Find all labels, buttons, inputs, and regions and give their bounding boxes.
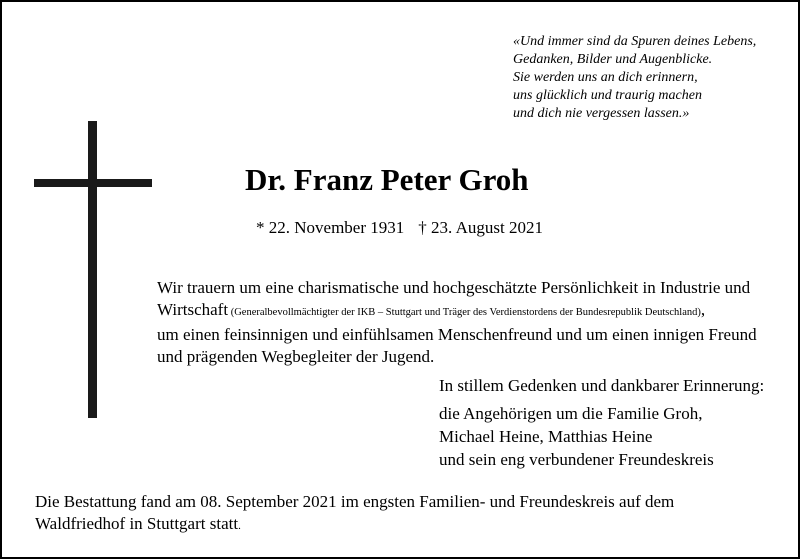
funeral-notice <box>35 491 674 537</box>
signature-line: die Angehörigen um die Familie Groh, <box>439 404 703 423</box>
mourning-line: und prägenden Wegbegleiter der Jugend. <box>157 347 435 366</box>
signature-line: und sein eng verbundener Freundeskreis <box>439 450 714 469</box>
cross-horizontal-bar <box>34 179 152 187</box>
mourning-line: Wir trauern um eine charismatische und hochgeschätzte Persönlichkeit in Industrie und <box>157 278 751 297</box>
mourning-line: um einen feinsinnigen und einfühlsamen Menschenfreund und um einen innigen Freund <box>157 325 757 344</box>
birth-date: * 22. November 1931 <box>256 218 405 237</box>
quote-line: und dich nie vergessen lassen.» <box>513 106 690 121</box>
mourning-line <box>157 299 757 324</box>
signature-intro: In stillem Gedenken und dankbarer Erinnerung: <box>439 376 765 395</box>
cross-vertical-bar <box>88 121 97 418</box>
funeral-line: Die Bestattung fand am 08. September 2021 im engsten Familien- und Freundeskreis auf dem <box>35 492 675 511</box>
quote-line: «Und immer sind da Spuren deines Lebens, <box>513 34 757 49</box>
quote-line: Gedanken, Bilder und Augenblicke. <box>513 52 713 67</box>
mourning-line-end: , <box>700 300 706 319</box>
memorial-quote <box>513 33 756 123</box>
funeral-line-main: Waldfriedhof in Stuttgart statt <box>35 514 239 533</box>
signature-block <box>439 375 764 472</box>
signature-line: Michael Heine, Matthias Heine <box>439 427 653 446</box>
funeral-line <box>35 513 674 537</box>
death-date: † 23. August 2021 <box>418 218 543 237</box>
life-dates <box>256 218 543 238</box>
deceased-name: Dr. Franz Peter Groh <box>245 162 529 197</box>
mourning-text <box>157 277 757 368</box>
mourning-line-main: Wirtschaft <box>157 300 229 319</box>
position-note: (Generalbevollmächtigter der IKB – Stuttgart und Träger des Verdienstordens der Bundesrepublik Deutschland) <box>228 307 701 318</box>
funeral-line-end: . <box>238 520 241 532</box>
quote-line: uns glücklich und traurig machen <box>513 88 702 103</box>
quote-line: Sie werden uns an dich erinnern, <box>513 70 698 85</box>
